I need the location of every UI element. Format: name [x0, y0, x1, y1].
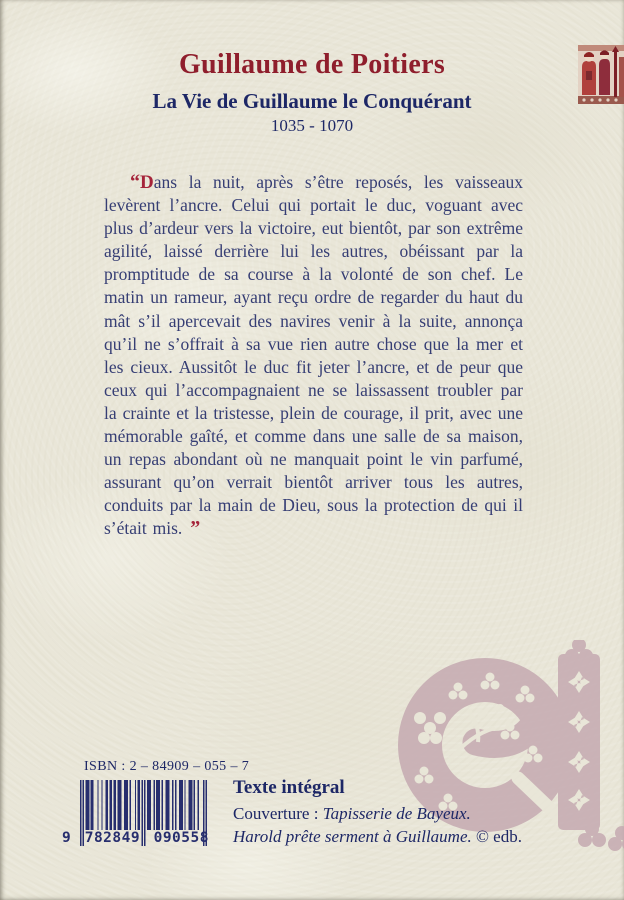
full-text-label: Texte intégral	[233, 777, 345, 798]
cover-credit-line	[233, 803, 522, 826]
book-title: La Vie de Guillaume le Conquérant	[152, 89, 472, 113]
quote-body: ans la nuit, après s’être reposés, les vaisseaux levèrent l’ancre. Celui qui portait le duc, voguant avec plus d’ardeur vers la victoire, eut bientôt, par son extrême agilité, laissé derrière lui les autres, obéissant par la promptitude de sa course à la volonté de son chef. Le matin un rameur, ayant reçu ordre de regarder du haut du mât s’il apercevait des navires venir à la suite, annonça qu’il ne s’offrait à sa vue rien autre chose que la mer et les cieux. Aussitôt le duc fit jeter l’ancre, et de peur que ceux qui l’accompagnaient ne se laissassent troubler par la crainte et la tristesse, plein de courage, il prit, avec une mémorable gaîté, et comme dans une salle de sa maison, un repas abondant où ne manquait point le vin parfumé, assurant qu’on verrait bientôt arriver tous les autres, conduits par la main de Dieu, sous la protection de qui il s’était mis.	[104, 172, 523, 539]
isbn-label: ISBN : 2 – 84909 – 055 – 7	[84, 759, 250, 774]
quote-paragraph	[104, 171, 523, 541]
open-quote-mark: “	[130, 171, 140, 193]
cover-prefix: Couverture :	[233, 804, 323, 823]
drop-cap-initial: D	[140, 172, 154, 193]
barcode-digit-group: 782849	[84, 830, 141, 846]
barcode-digits	[62, 830, 209, 846]
cover-caption: Harold prête serment à Guillaume.	[233, 826, 472, 846]
author-name: Guillaume de Poitiers	[178, 49, 446, 80]
publisher-credit: © edb.	[476, 826, 522, 846]
bayeux-tapestry-thumbnail	[578, 45, 624, 104]
cover-caption-line	[233, 826, 522, 849]
date-range: 1035 - 1070	[270, 116, 354, 135]
barcode-digit-group: 090558	[153, 830, 209, 846]
close-quote-mark: ”	[190, 517, 201, 540]
barcode-digit-group: 9	[62, 830, 72, 846]
cover-title: Tapisserie de Bayeux.	[322, 804, 471, 823]
colophon	[233, 777, 522, 848]
